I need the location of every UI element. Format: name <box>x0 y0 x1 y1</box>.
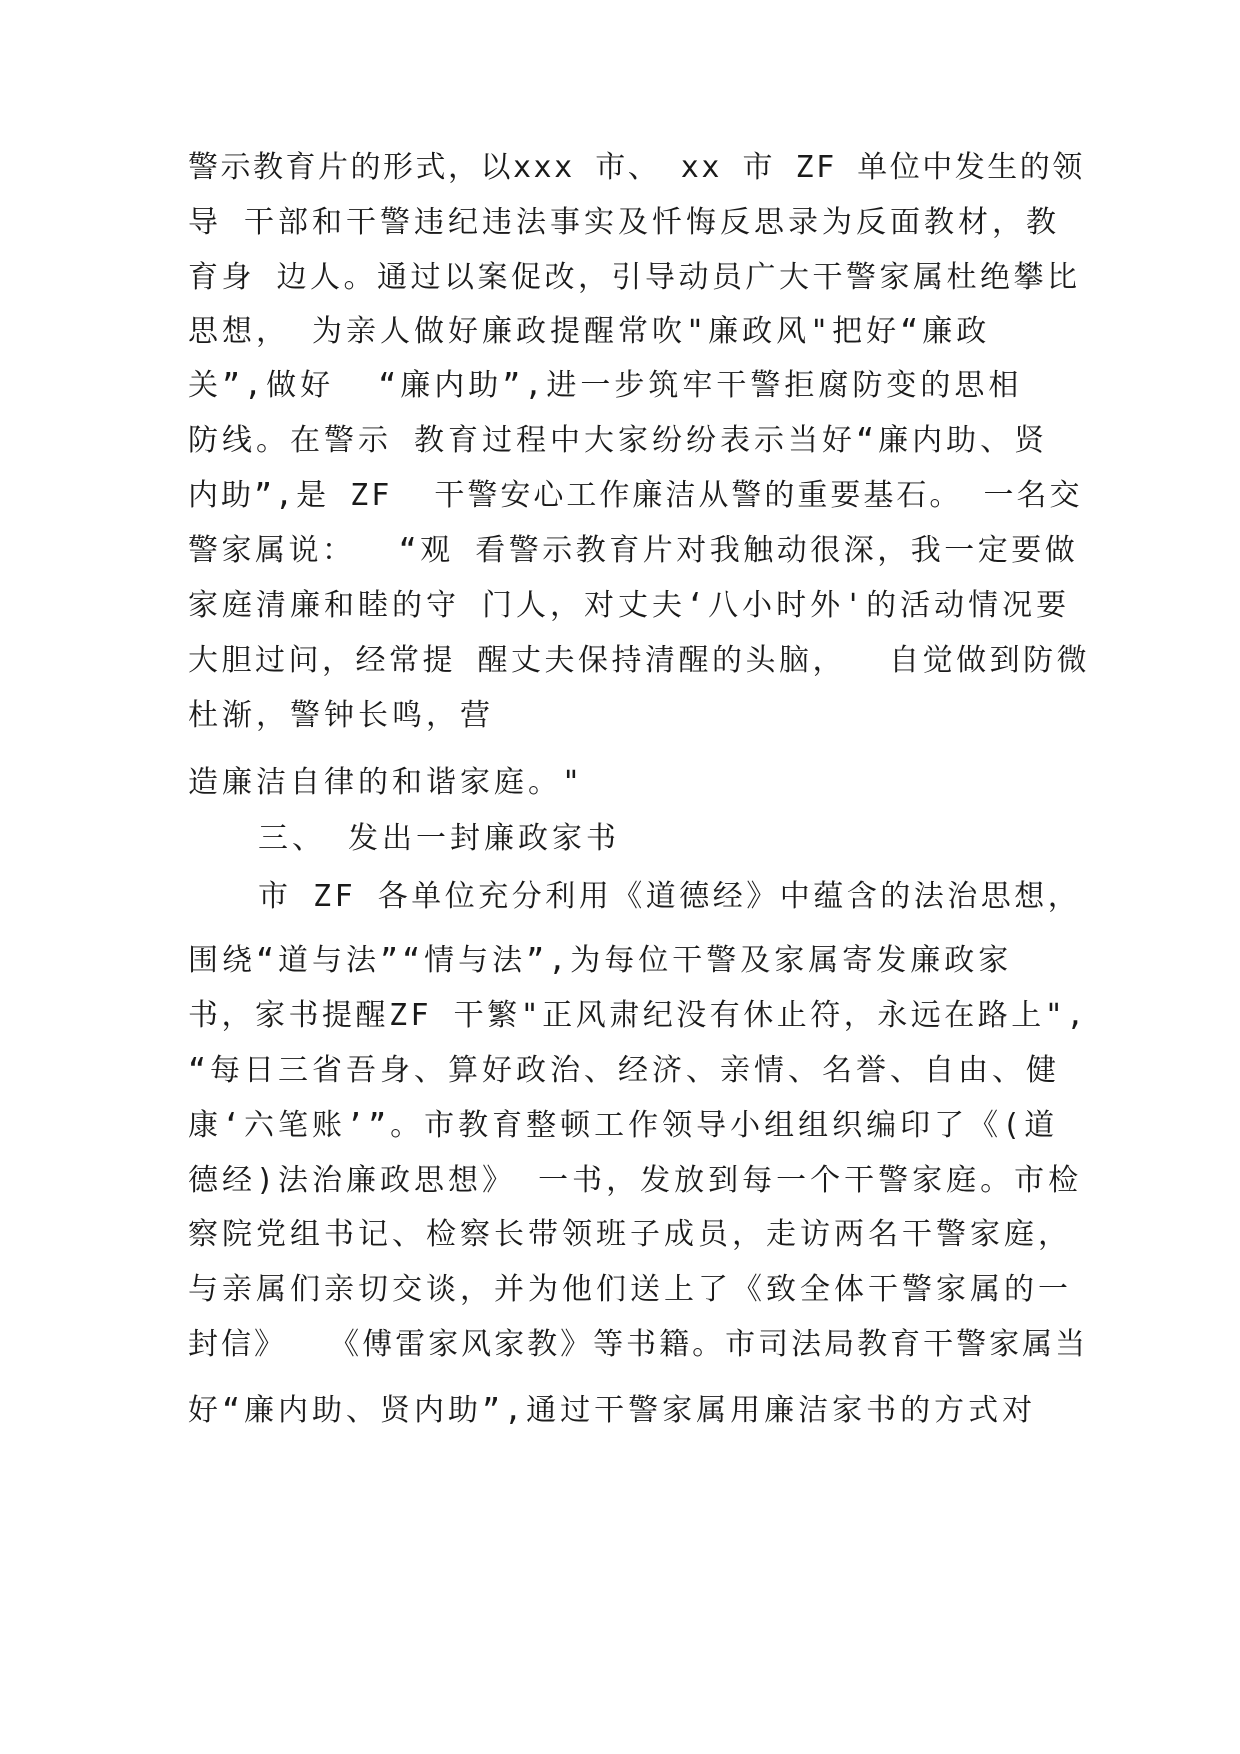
text-line-1: 警示教育片的形式，以xxx 市、 xx 市 ZF 单位中发生的领 <box>188 150 1085 185</box>
text-line-3: 育身 边人。通过以案促改，引导动员广大干警家属杜绝攀比 <box>188 260 1081 295</box>
paragraph-first-line: 市 ZF 各单位充分利用《道德经》中蕴含的法治思想， <box>258 879 1082 914</box>
section-heading: 三、 发出一封廉政家书 <box>258 821 621 856</box>
text-line-11: 杜渐，警钟长鸣，营 <box>188 698 494 733</box>
text-line-18: 康‘六笔账’”。市教育整顿工作领导小组组织编印了《(道 <box>188 1108 1059 1143</box>
text-line-15: 围绕“道与法”“情与法”,为每位干警及家属寄发廉政家 <box>188 943 1013 978</box>
text-line-10: 大胆过问，经常提 醒丈夫保持清醒的头脑， 自觉做到防微 <box>188 643 1091 678</box>
text-line-22: 封信》 《傅雷家风家教》等书籍。市司法局教育干警家属当 <box>188 1327 1089 1362</box>
text-line-17: “每日三省吾身、算好政治、经济、亲情、名誉、自由、健 <box>188 1053 1061 1088</box>
text-line-21: 与亲属们亲切交谈，并为他们送上了《致全体干警家属的一 <box>188 1272 1072 1307</box>
text-line-6: 防线。在警示 教育过程中大家纷纷表示当好“廉内助、贤 <box>188 423 1049 458</box>
text-line-5: 关”,做好 “廉内助”,进一步筑牢干警拒腐防变的思相 <box>188 368 1023 403</box>
text-line-16: 书，家书提醒ZF 干繁"正风肃纪没有休止符，永远在路上", <box>188 998 1088 1033</box>
text-line-7: 内助”,是 ZF 干警安心工作廉洁从警的重要基石。 一名交 <box>188 478 1083 513</box>
text-line-2: 导 干部和干警违纪违法事实及忏悔反思录为反面教材，教 <box>188 205 1061 240</box>
text-line-4: 思想， 为亲人做好廉政提醒常吹"廉政风"把好“廉政 <box>188 314 991 349</box>
text-line-23: 好“廉内助、贤内助”,通过干警家属用廉洁家书的方式对 <box>188 1393 1037 1428</box>
text-line-20: 察院党组书记、检察长带领班子成员，走访两名干警家庭， <box>188 1217 1072 1252</box>
text-line-19: 德经)法治廉政思想》 一书，发放到每一个干警家庭。市检 <box>188 1163 1083 1198</box>
text-line-9: 家庭清廉和睦的守 门人，对丈夫‘八小时外'的活动情况要 <box>188 588 1071 623</box>
text-line-8: 警家属说： “观 看警示教育片对我触动很深，我一定要做 <box>188 533 1079 568</box>
text-line-12: 造廉洁自律的和谐家庭。" <box>188 765 585 800</box>
